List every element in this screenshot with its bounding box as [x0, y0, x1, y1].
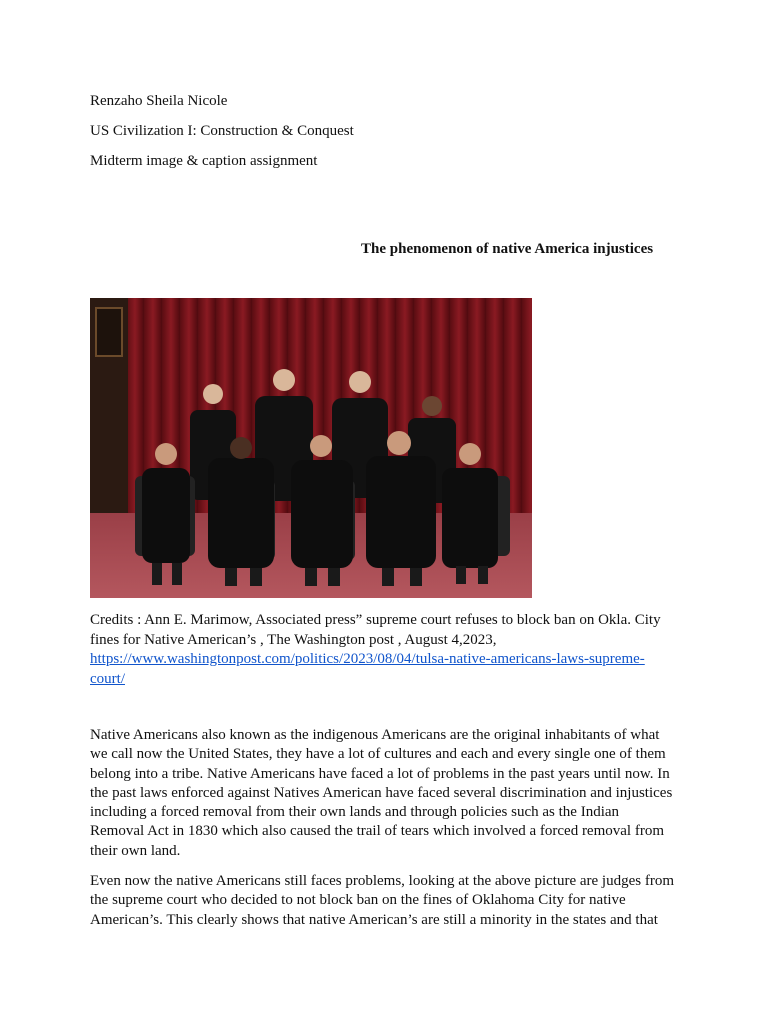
paragraph-line: the supreme court who decided to not block ban on the fines of Oklahoma City for native [90, 892, 626, 909]
paragraph-line: the past laws enforced against Natives American have faced several discrimination and injustices [90, 784, 673, 801]
body-paragraph-2 [90, 872, 682, 930]
credits-line: Credits : Ann E. Marimow, Associated press” supreme court refuses to block ban on Okla. City [90, 612, 661, 628]
paragraph-line: we call now the United States, they have a lot of cultures and each and every single one of them [90, 746, 666, 763]
assignment-title: Midterm image & caption assignment [90, 153, 318, 169]
source-link[interactable] [90, 651, 645, 687]
paragraph-line: Even now the native Americans still faces problems, looking at the above picture are judges from [90, 873, 674, 889]
paragraph-line: their own land. [90, 842, 181, 859]
essay-title: The phenomenon of native America injustices [361, 241, 654, 257]
paragraph-line: Removal Act in 1830 which also caused the trail of tears which involved a forced removal from [90, 823, 664, 840]
source-link-line[interactable]: https://www.washingtonpost.com/politics/2023/08/04/tulsa-native-americans-laws-supreme- [90, 651, 645, 667]
paragraph-line: American’s. This clearly shows that native American’s are still a minority in the states and that [90, 911, 658, 928]
author-name: Renzaho Sheila Nicole [90, 93, 228, 109]
credits-line: fines for Native American’s , The Washington post , August 4,2023, [90, 631, 497, 648]
source-link-line[interactable]: court/ [90, 670, 125, 687]
paragraph-line: including a forced removal from their own lands and through policies such as the Indian [90, 804, 620, 821]
paragraph-line: Native Americans also known as the indigenous Americans are the original inhabitants of what [90, 727, 660, 743]
supreme-court-photo [90, 298, 532, 598]
body-paragraph-1 [90, 726, 682, 861]
paragraph-line: belong into a tribe. Native Americans have faced a lot of problems in the past years until now. In [90, 765, 670, 782]
image-credits [90, 611, 690, 689]
course-title: US Civilization I: Construction & Conquest [90, 123, 354, 139]
photo-supreme-court-justices-icon [90, 298, 532, 598]
